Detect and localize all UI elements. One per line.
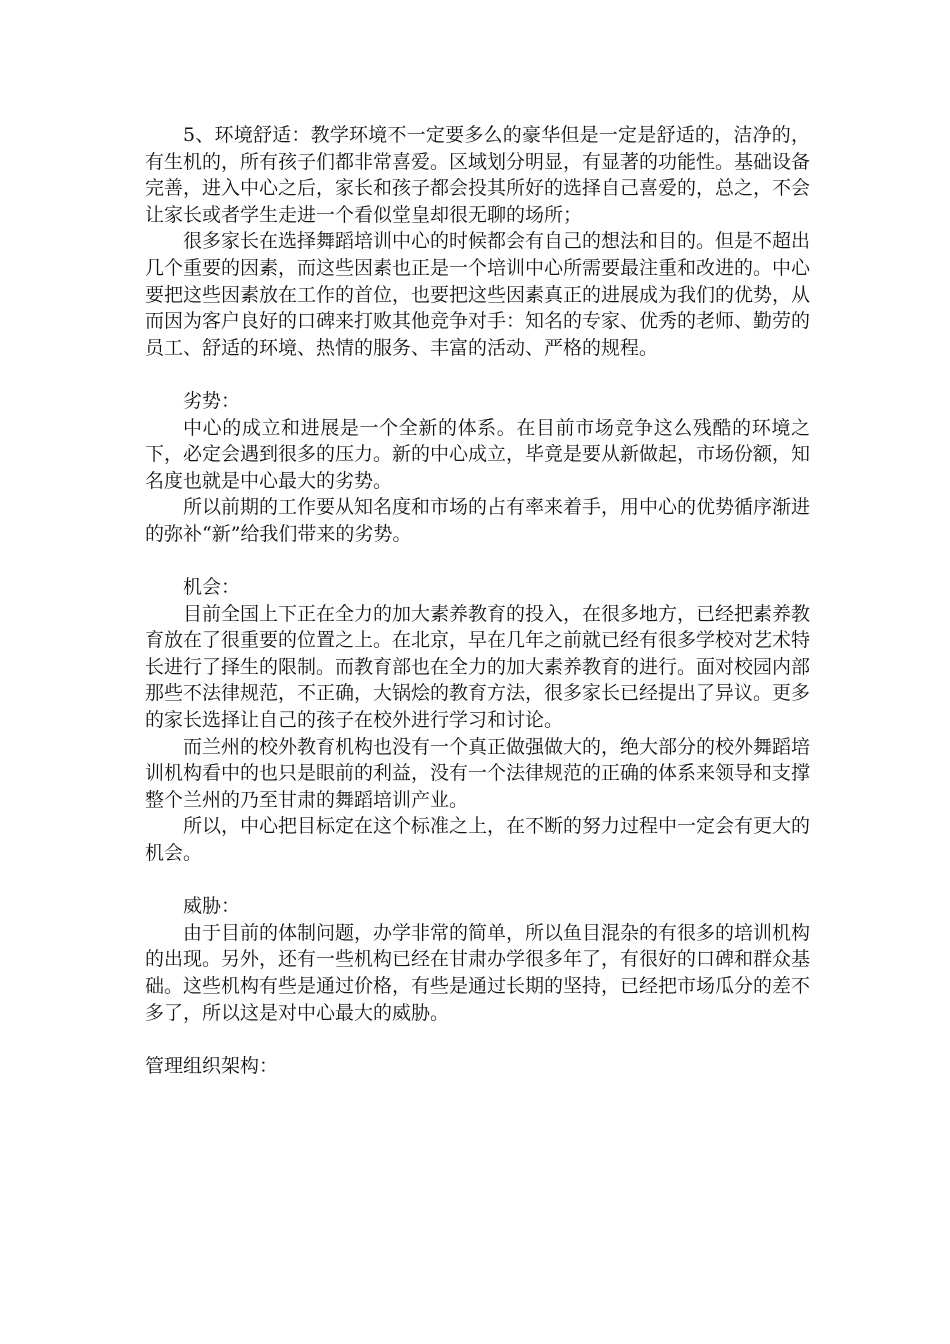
paragraph-opportunity-1: 目前全国上下正在全力的加大素养教育的投入，在很多地方，已经把素养教育放在了很重要的位置之上。在北京，早在几年之前就已经有很多学校对艺术特长进行了择生的限制。而教育部也在全力的加大素养教育的进行。面对校园内部那些不法律规范，不正确，大锅烩的教育方法，很多家长已经提出了异议。更多的家长选择让自己的孩子在校外进行学习和讨论。 — [145, 602, 811, 732]
paragraph-weakness-2: 所以前期的工作要从知名度和市场的占有率来着手，用中心的优势循序渐进的弥补“新”给我们带来的劣势。 — [145, 496, 811, 545]
spacer — [145, 361, 810, 388]
spacer — [145, 1026, 810, 1053]
heading-org-structure: 管理组织架构： — [145, 1054, 279, 1077]
paragraph-environment: 5、环境舒适：教学环境不一定要多么的豪华但是一定是舒适的，洁净的，有生机的，所有孩子们都非常喜爱。区域划分明显，有显著的功能性。基础设备完善，进入中心之后，家长和孩子都会投其所好的选择自己喜爱的，总之，不会让家长或者学生走进一个看似堂皇却很无聊的场所； — [145, 124, 811, 226]
heading-opportunity: 机会： — [183, 576, 241, 599]
document-body — [145, 122, 810, 1079]
heading-weakness: 劣势： — [183, 389, 241, 412]
paragraph-parent-factors: 很多家长在选择舞蹈培训中心的时候都会有自己的想法和目的。但是不超出几个重要的因素，而这些因素也正是一个培训中心所需要最注重和改进的。中心要把这些因素放在工作的首位，也要把这些因素真正的进展成为我们的优势，从而因为客户良好的口碑来打败其他竞争对手：知名的专家、优秀的老师、勤劳的员工、舒适的环境、热情的服务、丰富的活动、严格的规程。 — [145, 230, 811, 359]
paragraph-threat-1: 由于目前的体制问题，办学非常的简单，所以鱼目混杂的有很多的培训机构的出现。另外，还有一些机构已经在甘肃办学很多年了，有很好的口碑和群众基础。这些机构有些是通过价格，有些是通过长期的坚持，已经把市场瓜分的差不多了，所以这是对中心最大的威胁。 — [145, 921, 811, 1024]
spacer — [145, 867, 810, 894]
paragraph-weakness-1: 中心的成立和进展是一个全新的体系。在目前市场竞争这么残酷的环境之下，必定会遇到很多的压力。新的中心成立，毕竟是要从新做起，市场份额，知名度也就是中心最大的劣势。 — [145, 416, 811, 492]
paragraph-opportunity-2: 而兰州的校外教育机构也没有一个真正做强做大的，绝大部分的校外舞蹈培训机构看中的也只是眼前的利益，没有一个法律规范的正确的体系来领导和支撑整个兰州的乃至甘肃的舞蹈培训产业。 — [145, 735, 811, 811]
paragraph-opportunity-3: 所以，中心把目标定在这个标准之上，在不断的努力过程中一定会有更大的机会。 — [145, 815, 811, 865]
heading-threat: 威胁： — [183, 895, 241, 918]
spacer — [145, 548, 810, 575]
